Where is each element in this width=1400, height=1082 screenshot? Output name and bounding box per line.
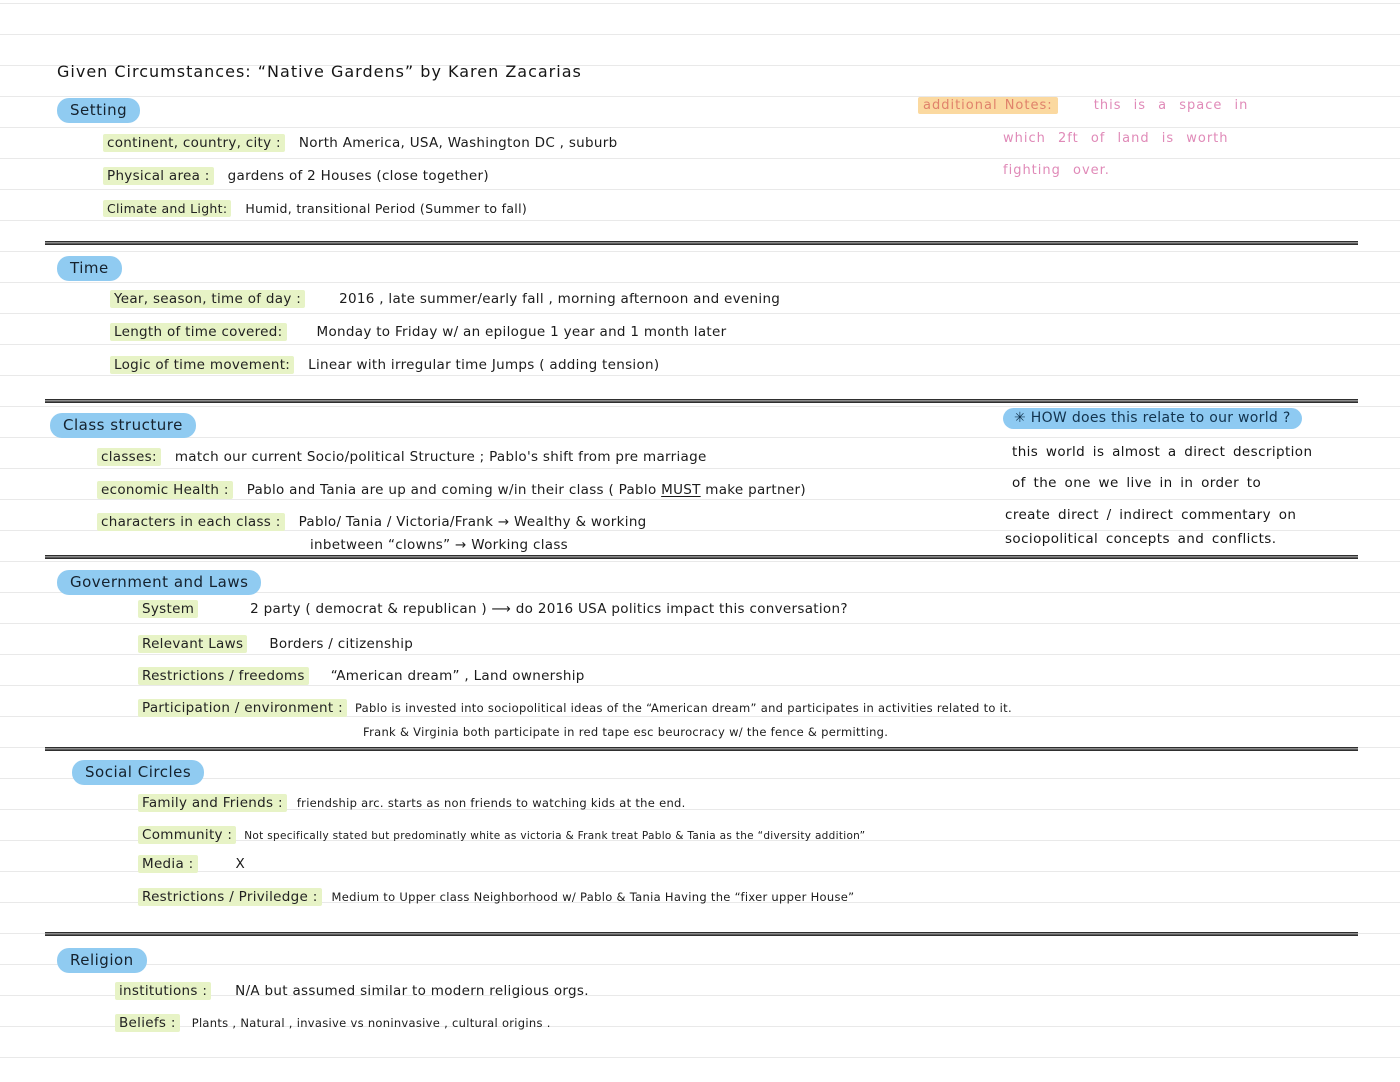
row-value: Linear with irregular time Jumps ( adding tension) xyxy=(308,357,660,373)
row-label: economic Health : xyxy=(97,481,233,499)
row-label: Relevant Laws xyxy=(138,635,247,653)
section-title: Class structure xyxy=(50,413,196,438)
section-pill-class-structure xyxy=(50,413,196,438)
row-label: Restrictions / Priviledge : xyxy=(138,888,322,906)
setting-row-physical-area xyxy=(103,168,489,184)
row-value: match our current Socio/political Structure ; Pablo's shift from pre marriage xyxy=(174,449,707,465)
additional-notes-label: additional Notes: xyxy=(918,97,1058,114)
row-value: X xyxy=(235,856,246,872)
row-value: Not specifically stated but predominatly white as victoria & Frank treat Pablo & Tania as the “diversity addition” xyxy=(244,830,866,842)
world-note-line-3: create direct / indirect commentary on xyxy=(1005,507,1297,523)
row-label: Beliefs : xyxy=(115,1014,180,1032)
underlined-word: MUST xyxy=(661,482,701,498)
time-row-logic xyxy=(110,357,659,373)
section-pill-religion xyxy=(57,948,147,973)
row-label: Physical area : xyxy=(103,167,214,185)
row-label: Climate and Light: xyxy=(103,200,231,217)
section-divider xyxy=(45,932,1358,936)
section-pill-social-circles xyxy=(72,760,204,785)
additional-notes-line-3: fighting over. xyxy=(1003,163,1110,178)
additional-notes-line-1 xyxy=(918,98,1248,113)
section-title: Setting xyxy=(57,98,140,123)
gov-row-participation-line-2: Frank & Virginia both participate in red tape esc beurocracy w/ the fence & permitting. xyxy=(363,725,889,739)
row-value: North America, USA, Washington DC , suburb xyxy=(298,135,618,151)
row-value: Pablo/ Tania / Victoria/Frank → Wealthy & working xyxy=(298,514,647,530)
religion-row-beliefs xyxy=(115,1015,551,1031)
row-label: Logic of time movement: xyxy=(110,356,294,374)
section-title: Religion xyxy=(57,948,147,973)
gov-row-system xyxy=(138,601,848,617)
class-row-classes xyxy=(97,449,707,465)
religion-row-institutions xyxy=(115,983,589,999)
row-value: Borders / citizenship xyxy=(269,636,414,652)
section-divider xyxy=(45,747,1358,751)
row-label: characters in each class : xyxy=(97,513,285,531)
row-value: Plants , Natural , invasive vs noninvasive , cultural origins . xyxy=(191,1016,551,1030)
world-note-line-1: this world is almost a direct description xyxy=(1012,444,1313,460)
social-row-community xyxy=(138,827,865,843)
section-title: Social Circles xyxy=(72,760,204,785)
setting-row-location xyxy=(103,135,617,151)
class-row-economic-health xyxy=(97,482,806,498)
row-value: Pablo is invested into sociopolitical ideas of the “American dream” and participates in activities related to it. xyxy=(354,701,1012,715)
gov-row-restrictions-freedoms xyxy=(138,668,585,684)
world-note-line-4: sociopolitical concepts and conflicts. xyxy=(1005,531,1277,547)
world-note-title: ✳ HOW does this relate to our world ? xyxy=(1003,408,1302,429)
class-row-characters-line-2: inbetween “clowns” → Working class xyxy=(310,537,568,553)
gov-row-relevant-laws xyxy=(138,636,413,652)
row-label: Community : xyxy=(138,826,236,844)
row-value: 2016 , late summer/early fall , morning afternoon and evening xyxy=(339,291,781,307)
section-title: Time xyxy=(57,256,122,281)
section-pill-time xyxy=(57,256,122,281)
time-row-year-season xyxy=(110,291,780,307)
class-row-characters xyxy=(97,514,647,530)
row-value: Medium to Upper class Neighborhood w/ Pablo & Tania Having the “fixer upper House” xyxy=(331,890,855,904)
section-title: Government and Laws xyxy=(57,570,261,595)
social-row-family-friends xyxy=(138,795,686,811)
row-label: Family and Friends : xyxy=(138,794,287,812)
section-pill-setting xyxy=(57,98,140,123)
time-row-length xyxy=(110,324,726,340)
social-row-restrictions-priviledge xyxy=(138,889,854,905)
social-row-media xyxy=(138,856,245,872)
row-label: Restrictions / freedoms xyxy=(138,667,309,685)
row-label: System xyxy=(138,600,198,618)
row-value: N/A but assumed similar to modern religious orgs. xyxy=(235,983,589,999)
row-value: Pablo and Tania are up and coming w/in their class ( Pablo MUST make partner) xyxy=(246,482,806,498)
row-label: Year, season, time of day : xyxy=(110,290,305,308)
row-value: friendship arc. starts as non friends to watching kids at the end. xyxy=(296,796,686,810)
row-value: Humid, transitional Period (Summer to fall) xyxy=(245,201,528,216)
world-note-pill xyxy=(1003,407,1302,429)
world-note-line-2: of the one we live in in order to xyxy=(1012,475,1262,491)
row-label: classes: xyxy=(97,448,161,466)
additional-notes-line-2: which 2ft of land is worth xyxy=(1003,131,1229,146)
row-label: institutions : xyxy=(115,982,211,1000)
row-value: 2 party ( democrat & republican ) ⟶ do 2016 USA politics impact this conversation? xyxy=(250,601,848,617)
row-label: Length of time covered: xyxy=(110,323,287,341)
page-title: Given Circumstances: “Native Gardens” by Karen Zacarias xyxy=(57,62,582,81)
section-divider xyxy=(45,555,1358,559)
row-value: “American dream” , Land ownership xyxy=(330,668,585,684)
gov-row-participation xyxy=(138,700,1012,716)
row-label: Participation / environment : xyxy=(138,699,347,717)
section-divider xyxy=(45,241,1358,245)
row-label: Media : xyxy=(138,855,198,873)
setting-row-climate xyxy=(103,201,527,216)
additional-notes-text: this is a space in xyxy=(1093,98,1249,113)
section-pill-government xyxy=(57,570,261,595)
section-divider xyxy=(45,399,1358,403)
row-label: continent, country, city : xyxy=(103,134,285,152)
row-value: gardens of 2 Houses (close together) xyxy=(227,168,489,184)
row-value: Monday to Friday w/ an epilogue 1 year and 1 month later xyxy=(316,324,727,340)
